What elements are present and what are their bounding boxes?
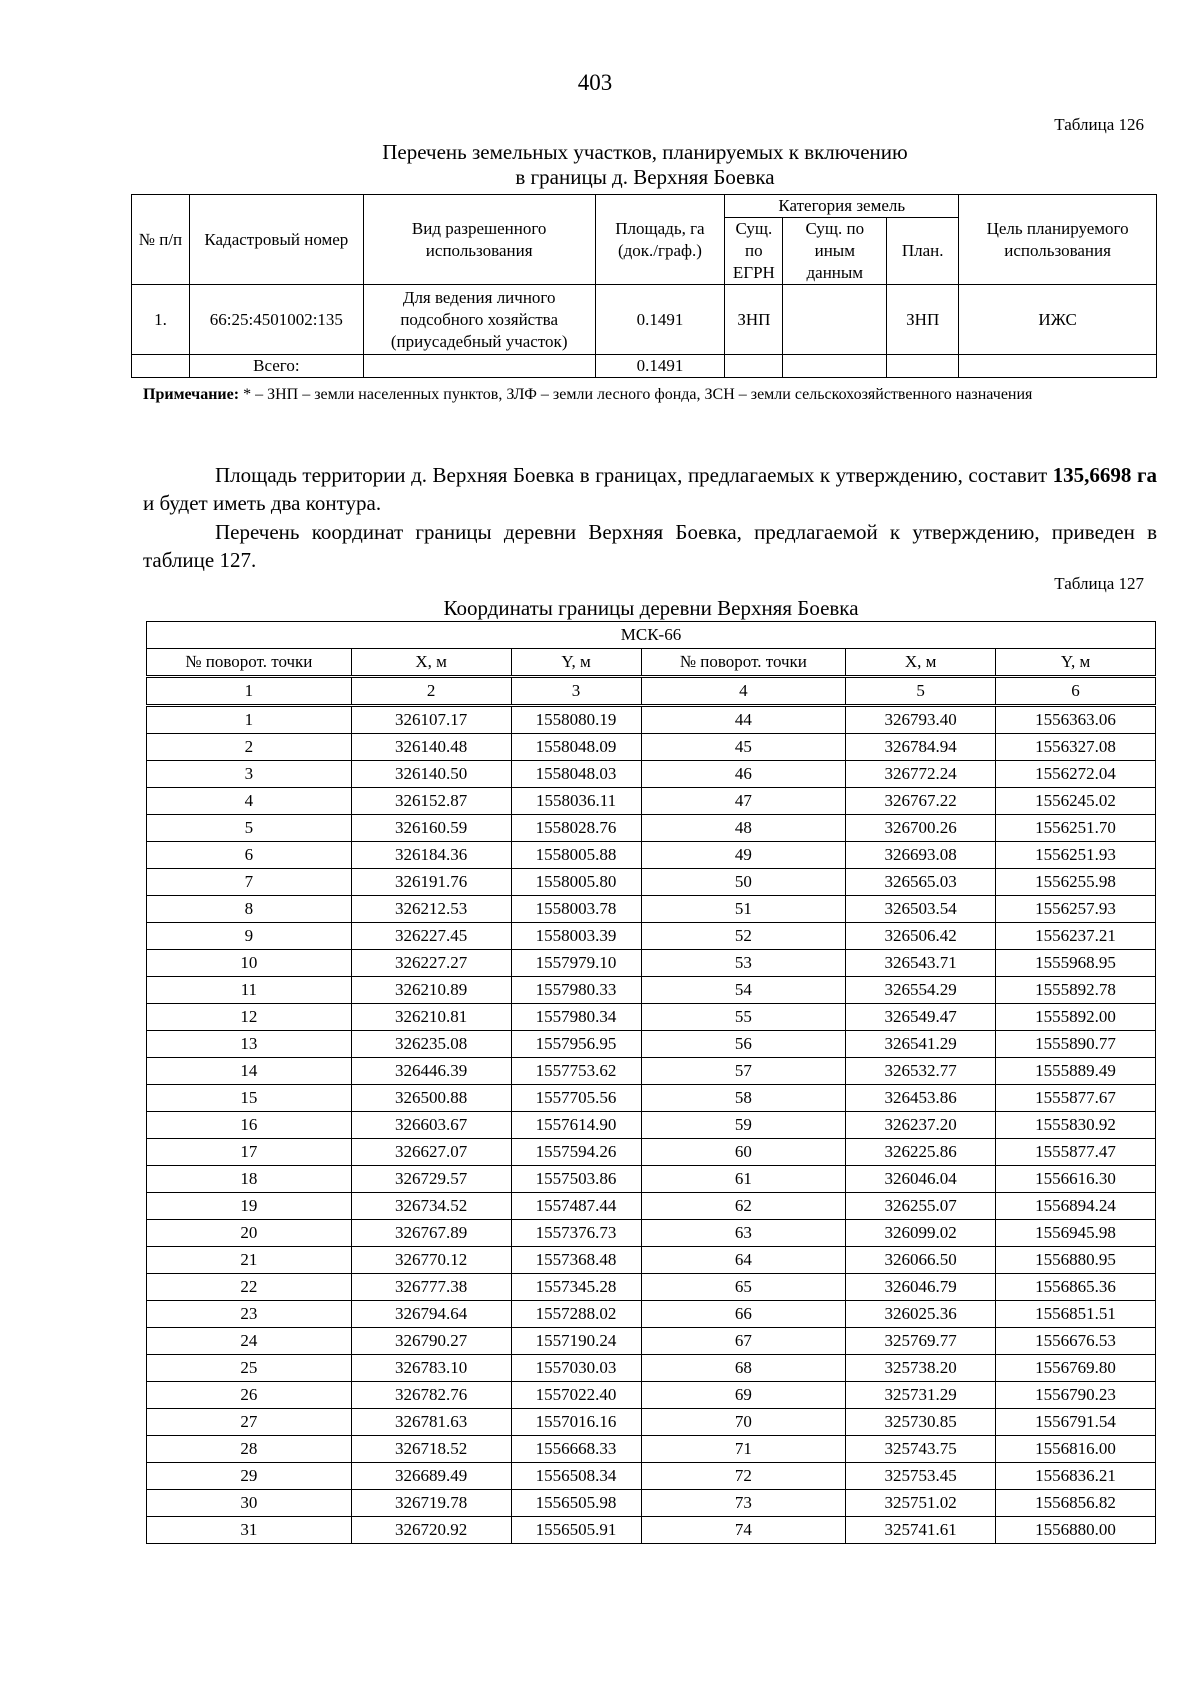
cell-point-num: 7: [147, 869, 352, 896]
cell-point-num: 61: [641, 1166, 846, 1193]
cell-x-coord: 326025.36: [846, 1301, 996, 1328]
cell-point-num: 30: [147, 1490, 352, 1517]
cell-point-num: 74: [641, 1517, 846, 1544]
cell-point-num: 15: [147, 1085, 352, 1112]
table-row: [147, 1409, 1156, 1436]
table-row: [147, 815, 1156, 842]
header-num: № п/п: [132, 195, 190, 285]
cell-x-coord: 326777.38: [351, 1274, 511, 1301]
table-row: [147, 1004, 1156, 1031]
table-row: [147, 1436, 1156, 1463]
cell-y-coord: 1557190.24: [511, 1328, 641, 1355]
cell-x-coord: 326140.48: [351, 734, 511, 761]
table-row: [147, 896, 1156, 923]
cell-x-coord: 326210.81: [351, 1004, 511, 1031]
cell-point-num: 21: [147, 1247, 352, 1274]
cell-x-coord: 326212.53: [351, 896, 511, 923]
cell-point-num: 60: [641, 1139, 846, 1166]
coordinates-paragraph: Перечень координат границы деревни Верхняя Боевка, предлагаемой к утверждению, приведен в таблице 127.: [143, 520, 1157, 572]
header-cat-plan: План.: [887, 218, 959, 285]
cell-point-num: 73: [641, 1490, 846, 1517]
total-value: 0.1491: [595, 355, 725, 378]
cell-x-coord: 326565.03: [846, 869, 996, 896]
cell-point-num: 22: [147, 1274, 352, 1301]
cell-y-coord: 1556668.33: [511, 1436, 641, 1463]
cell-point-num: 56: [641, 1031, 846, 1058]
cell-y-coord: 1555889.49: [996, 1058, 1156, 1085]
cell-y-coord: 1556327.08: [996, 734, 1156, 761]
cell-point-num: 69: [641, 1382, 846, 1409]
col-number: 5: [846, 677, 996, 706]
cell-x-coord: 325738.20: [846, 1355, 996, 1382]
cell-point-num: 16: [147, 1112, 352, 1139]
table-row: [147, 734, 1156, 761]
cell-y-coord: 1557487.44: [511, 1193, 641, 1220]
cell-y-coord: 1556856.82: [996, 1490, 1156, 1517]
cell-point-num: 49: [641, 842, 846, 869]
header-point-num-2: № поворот. точки: [641, 649, 846, 677]
cell-point-num: 20: [147, 1220, 352, 1247]
cell-point-num: 3: [147, 761, 352, 788]
page-number: 403: [577, 70, 613, 95]
cell-y-coord: 1555968.95: [996, 950, 1156, 977]
cell-point-num: 45: [641, 734, 846, 761]
table-row: [147, 1166, 1156, 1193]
cell-point-num: 59: [641, 1112, 846, 1139]
cell-point-num: 1: [147, 706, 352, 734]
cell-x-coord: 326453.86: [846, 1085, 996, 1112]
cell-point-num: 11: [147, 977, 352, 1004]
table-row: [147, 1085, 1156, 1112]
cell-x-coord: 326554.29: [846, 977, 996, 1004]
header-use: Вид разрешенного использования: [363, 195, 595, 285]
header-cat-egrn: Сущ. по ЕГРН: [725, 218, 783, 285]
note-text: * – ЗНП – земли населенных пунктов, ЗЛФ – земли лесного фонда, ЗСН – земли сельскохозяйственного назначения: [239, 386, 1033, 403]
cell-y-coord: 1556676.53: [996, 1328, 1156, 1355]
cell-x-coord: 325743.75: [846, 1436, 996, 1463]
col-number: 4: [641, 677, 846, 706]
cell-point-num: 14: [147, 1058, 352, 1085]
table-row: [147, 1139, 1156, 1166]
cell-x-coord: 326046.79: [846, 1274, 996, 1301]
cell-point-num: 72: [641, 1463, 846, 1490]
cell-x-coord: 326603.67: [351, 1112, 511, 1139]
table-127-header-row: [147, 649, 1156, 677]
cell-y-coord: 1557376.73: [511, 1220, 641, 1247]
cell-x-coord: 326729.57: [351, 1166, 511, 1193]
cell-point-num: 50: [641, 869, 846, 896]
cell-point-num: 19: [147, 1193, 352, 1220]
cell-point-num: 47: [641, 788, 846, 815]
coordinate-system: МСК-66: [147, 622, 1156, 649]
cell-x-coord: 326046.04: [846, 1166, 996, 1193]
cell-x-coord: 326790.27: [351, 1328, 511, 1355]
table-row: [147, 1355, 1156, 1382]
cell-point-num: 12: [147, 1004, 352, 1031]
cell-x-coord: 326160.59: [351, 815, 511, 842]
cell-point-num: 10: [147, 950, 352, 977]
cell-x-coord: 326700.26: [846, 815, 996, 842]
cell-point-num: 70: [641, 1409, 846, 1436]
cell-y-coord: 1556865.36: [996, 1274, 1156, 1301]
cell-x-coord: 326719.78: [351, 1490, 511, 1517]
cell-point-num: 62: [641, 1193, 846, 1220]
cell-point-num: 68: [641, 1355, 846, 1382]
cell-x-coord: 326543.71: [846, 950, 996, 977]
cell-y-coord: 1556251.93: [996, 842, 1156, 869]
cell-y-coord: 1558048.09: [511, 734, 641, 761]
cell-y-coord: 1556851.51: [996, 1301, 1156, 1328]
cell-x-coord: 326255.07: [846, 1193, 996, 1220]
cell-point-num: 71: [641, 1436, 846, 1463]
header-cat-other: Сущ. по иным данным: [783, 218, 887, 285]
table-row: [147, 842, 1156, 869]
cell-y-coord: 1556272.04: [996, 761, 1156, 788]
cell-y-coord: 1556769.80: [996, 1355, 1156, 1382]
table-row: [147, 1112, 1156, 1139]
total-label: Всего:: [189, 355, 363, 378]
cell-y-coord: 1558036.11: [511, 788, 641, 815]
table-row: [147, 923, 1156, 950]
cell-other: [783, 285, 887, 355]
cell-y-coord: 1555892.78: [996, 977, 1156, 1004]
cell-x-coord: 326210.89: [351, 977, 511, 1004]
cell-x-coord: 326794.64: [351, 1301, 511, 1328]
cell-point-num: 23: [147, 1301, 352, 1328]
cell-point-num: 25: [147, 1355, 352, 1382]
cell-y-coord: 1557956.95: [511, 1031, 641, 1058]
cell-x-coord: 326772.24: [846, 761, 996, 788]
cell-point-num: 53: [641, 950, 846, 977]
cell-x-coord: 326767.22: [846, 788, 996, 815]
cell-x-coord: 325730.85: [846, 1409, 996, 1436]
cell-plan: ЗНП: [887, 285, 959, 355]
cell-x-coord: 326500.88: [351, 1085, 511, 1112]
cell-y-coord: 1555830.92: [996, 1112, 1156, 1139]
cell-x-coord: 326627.07: [351, 1139, 511, 1166]
cell-point-num: 27: [147, 1409, 352, 1436]
table-row: [147, 1463, 1156, 1490]
cell-x-coord: 325753.45: [846, 1463, 996, 1490]
cell-y-coord: 1556836.21: [996, 1463, 1156, 1490]
cell-y-coord: 1556880.00: [996, 1517, 1156, 1544]
cell-x-coord: 326718.52: [351, 1436, 511, 1463]
cell-point-num: 2: [147, 734, 352, 761]
cell-num: 1.: [132, 285, 190, 355]
cell-area: 0.1491: [595, 285, 725, 355]
area-text-before: Площадь территории д. Верхняя Боевка в границах, предлагаемых к утверждению, составит: [215, 463, 1053, 487]
land-plots-table: [131, 194, 1157, 378]
total-row: [132, 355, 1157, 378]
cell-y-coord: 1556255.98: [996, 869, 1156, 896]
table-row: [147, 869, 1156, 896]
cell-x-coord: 326781.63: [351, 1409, 511, 1436]
cell-x-coord: 326720.92: [351, 1517, 511, 1544]
cell-x-coord: 325741.61: [846, 1517, 996, 1544]
cell-point-num: 63: [641, 1220, 846, 1247]
cell-y-coord: 1557368.48: [511, 1247, 641, 1274]
table-row: [147, 1328, 1156, 1355]
table-126-label: Таблица 126: [1054, 115, 1144, 134]
table-row: [147, 1247, 1156, 1274]
cell-y-coord: 1558048.03: [511, 761, 641, 788]
cell-point-num: 66: [641, 1301, 846, 1328]
cell-y-coord: 1556363.06: [996, 706, 1156, 734]
cell-point-num: 67: [641, 1328, 846, 1355]
table-row: [147, 977, 1156, 1004]
cell-y-coord: 1557980.34: [511, 1004, 641, 1031]
cell-x-coord: 326140.50: [351, 761, 511, 788]
header-purpose: Цель планируемого использования: [959, 195, 1157, 285]
cell-y-coord: 1555892.00: [996, 1004, 1156, 1031]
cell-y-coord: 1556505.98: [511, 1490, 641, 1517]
cell-y-coord: 1556251.70: [996, 815, 1156, 842]
cell-point-num: 28: [147, 1436, 352, 1463]
cell-x-coord: 326107.17: [351, 706, 511, 734]
table-127-title: Координаты границы деревни Верхняя Боевка: [443, 596, 859, 620]
cell-point-num: 6: [147, 842, 352, 869]
cell-y-coord: 1556616.30: [996, 1166, 1156, 1193]
cell-y-coord: 1558028.76: [511, 815, 641, 842]
cell-x-coord: 326235.08: [351, 1031, 511, 1058]
cell-y-coord: 1555877.67: [996, 1085, 1156, 1112]
cell-y-coord: 1556237.21: [996, 923, 1156, 950]
cell-point-num: 58: [641, 1085, 846, 1112]
table-row: [147, 1301, 1156, 1328]
cell-x-coord: 326541.29: [846, 1031, 996, 1058]
cell-y-coord: 1556894.24: [996, 1193, 1156, 1220]
cell-x-coord: 326532.77: [846, 1058, 996, 1085]
cell-x-coord: 326152.87: [351, 788, 511, 815]
cell-y-coord: 1557288.02: [511, 1301, 641, 1328]
cell-x-coord: 326693.08: [846, 842, 996, 869]
cell-y-coord: 1557503.86: [511, 1166, 641, 1193]
cell-y-coord: 1556508.34: [511, 1463, 641, 1490]
cell-x-coord: 325731.29: [846, 1382, 996, 1409]
cell-x-coord: 326191.76: [351, 869, 511, 896]
cell-y-coord: 1557980.33: [511, 977, 641, 1004]
cell-x-coord: 326225.86: [846, 1139, 996, 1166]
cell-y-coord: 1557614.90: [511, 1112, 641, 1139]
cell-y-coord: 1558005.80: [511, 869, 641, 896]
cell-x-coord: 326184.36: [351, 842, 511, 869]
area-text-after: и будет иметь два контура.: [143, 491, 382, 515]
header-x-1: X, м: [351, 649, 511, 677]
cell-point-num: 48: [641, 815, 846, 842]
cell-cadastral: 66:25:4501002:135: [189, 285, 363, 355]
header-x-2: X, м: [846, 649, 996, 677]
coordinates-table: [146, 621, 1156, 1544]
cell-purpose: ИЖС: [959, 285, 1157, 355]
table-row: [147, 706, 1156, 734]
cell-y-coord: 1557979.10: [511, 950, 641, 977]
cell-point-num: 18: [147, 1166, 352, 1193]
cell-point-num: 64: [641, 1247, 846, 1274]
table-row: [147, 761, 1156, 788]
cell-point-num: 24: [147, 1328, 352, 1355]
cell-x-coord: 326503.54: [846, 896, 996, 923]
cell-x-coord: 326793.40: [846, 706, 996, 734]
cell-y-coord: 1556245.02: [996, 788, 1156, 815]
cell-point-num: 54: [641, 977, 846, 1004]
cell-point-num: 4: [147, 788, 352, 815]
table-127-label: Таблица 127: [1054, 574, 1144, 593]
cell-x-coord: 326782.76: [351, 1382, 511, 1409]
cell-y-coord: 1555877.47: [996, 1139, 1156, 1166]
table-row: [147, 1517, 1156, 1544]
area-paragraph: [143, 461, 1157, 517]
cell-point-num: 57: [641, 1058, 846, 1085]
col-number: 3: [511, 677, 641, 706]
cell-x-coord: 326770.12: [351, 1247, 511, 1274]
cell-x-coord: 326783.10: [351, 1355, 511, 1382]
col-number: 6: [996, 677, 1156, 706]
cell-x-coord: 326446.39: [351, 1058, 511, 1085]
cell-x-coord: 326506.42: [846, 923, 996, 950]
cell-point-num: 31: [147, 1517, 352, 1544]
cell-point-num: 5: [147, 815, 352, 842]
cell-x-coord: 326227.27: [351, 950, 511, 977]
header-cadastral: Кадастровый номер: [189, 195, 363, 285]
cell-egrn: ЗНП: [725, 285, 783, 355]
cell-x-coord: 326066.50: [846, 1247, 996, 1274]
table-126-note: [143, 384, 1157, 406]
table-126-title-line2: в границы д. Верхняя Боевка: [515, 165, 775, 189]
cell-y-coord: 1557022.40: [511, 1382, 641, 1409]
header-y-2: Y, м: [996, 649, 1156, 677]
cell-y-coord: 1556790.23: [996, 1382, 1156, 1409]
cell-y-coord: 1556791.54: [996, 1409, 1156, 1436]
cell-y-coord: 1558080.19: [511, 706, 641, 734]
col-number: 2: [351, 677, 511, 706]
cell-y-coord: 1557705.56: [511, 1085, 641, 1112]
cell-y-coord: 1556257.93: [996, 896, 1156, 923]
table-row: [147, 1274, 1156, 1301]
cell-x-coord: 326767.89: [351, 1220, 511, 1247]
table-row: [147, 1058, 1156, 1085]
cell-x-coord: 326734.52: [351, 1193, 511, 1220]
cell-x-coord: 326099.02: [846, 1220, 996, 1247]
cell-point-num: 17: [147, 1139, 352, 1166]
cell-x-coord: 326237.20: [846, 1112, 996, 1139]
cell-use: Для ведения личного подсобного хозяйства (приусадебный участок): [363, 285, 595, 355]
cell-point-num: 65: [641, 1274, 846, 1301]
table-126-title-line1: Перечень земельных участков, планируемых к включению: [382, 140, 908, 164]
table-row: [147, 1490, 1156, 1517]
cell-point-num: 51: [641, 896, 846, 923]
cell-y-coord: 1557753.62: [511, 1058, 641, 1085]
table-row: [147, 788, 1156, 815]
cell-y-coord: 1557030.03: [511, 1355, 641, 1382]
cell-y-coord: 1558005.88: [511, 842, 641, 869]
cell-x-coord: 325769.77: [846, 1328, 996, 1355]
cell-point-num: 8: [147, 896, 352, 923]
note-label: Примечание:: [143, 386, 240, 403]
cell-y-coord: 1557594.26: [511, 1139, 641, 1166]
cell-point-num: 13: [147, 1031, 352, 1058]
col-number: 1: [147, 677, 352, 706]
cell-x-coord: 326689.49: [351, 1463, 511, 1490]
table-row: [147, 950, 1156, 977]
table-row: [147, 1193, 1156, 1220]
cell-y-coord: 1556816.00: [996, 1436, 1156, 1463]
header-y-1: Y, м: [511, 649, 641, 677]
table-row: [147, 1220, 1156, 1247]
area-value: 135,6698 га: [1052, 463, 1157, 487]
cell-point-num: 46: [641, 761, 846, 788]
cell-point-num: 9: [147, 923, 352, 950]
cell-point-num: 44: [641, 706, 846, 734]
cell-y-coord: 1555890.77: [996, 1031, 1156, 1058]
table-row: [132, 285, 1157, 355]
cell-point-num: 29: [147, 1463, 352, 1490]
cell-y-coord: 1558003.39: [511, 923, 641, 950]
header-category: Категория земель: [725, 195, 959, 218]
table-126-title: [133, 140, 1157, 190]
cell-x-coord: 326784.94: [846, 734, 996, 761]
header-point-num-1: № поворот. точки: [147, 649, 352, 677]
cell-point-num: 52: [641, 923, 846, 950]
table-row: [147, 1031, 1156, 1058]
cell-point-num: 55: [641, 1004, 846, 1031]
cell-y-coord: 1557016.16: [511, 1409, 641, 1436]
column-number-row: [147, 677, 1156, 706]
cell-y-coord: 1558003.78: [511, 896, 641, 923]
cell-y-coord: 1556945.98: [996, 1220, 1156, 1247]
cell-x-coord: 325751.02: [846, 1490, 996, 1517]
cell-y-coord: 1556505.91: [511, 1517, 641, 1544]
cell-x-coord: 326227.45: [351, 923, 511, 950]
cell-x-coord: 326549.47: [846, 1004, 996, 1031]
table-row: [147, 1382, 1156, 1409]
cell-point-num: 26: [147, 1382, 352, 1409]
header-area: Площадь, га (док./граф.): [595, 195, 725, 285]
cell-y-coord: 1556880.95: [996, 1247, 1156, 1274]
cell-y-coord: 1557345.28: [511, 1274, 641, 1301]
